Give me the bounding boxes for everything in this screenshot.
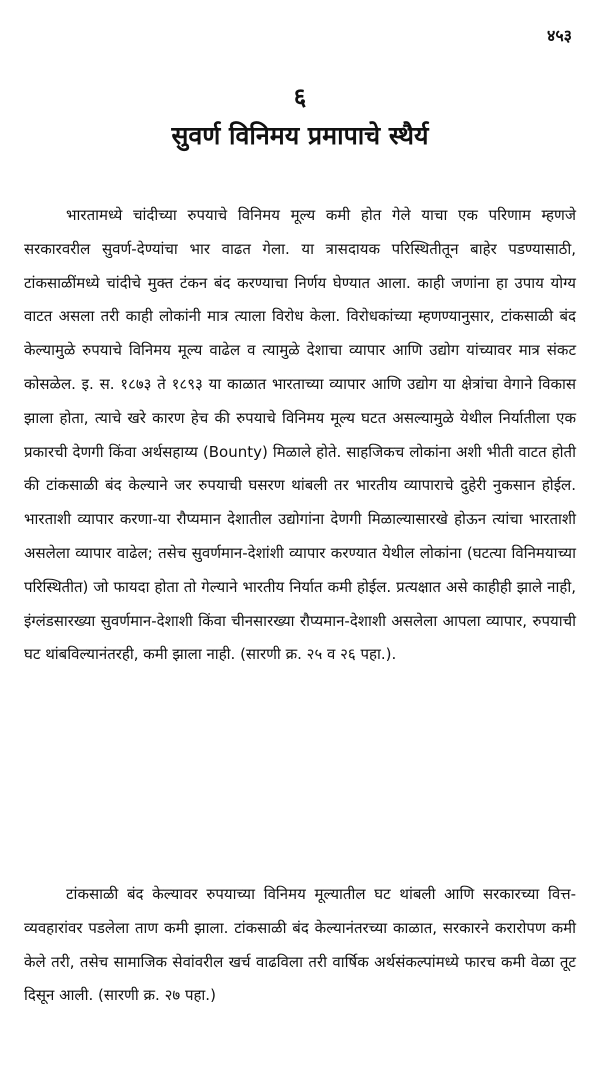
page-number: ४५३: [547, 26, 572, 45]
body-paragraph-2: टांकसाळी बंद केल्यावर रुपयाच्या विनिमय मूल्यातील घट थांबली आणि सरकारच्या वित्त-व्यवहारांवर पडलेला ताण कमी झाला. टांकसाळी बंद केल्यानंतरच्या काळात, सरकारने करारोपण कमी केले तरी, तसेच सामाजिक सेवांवरील खर्च वाढविला तरी वार्षिक अर्थसंकल्पांमध्ये फारच कमी वेळा तूट दिसून आली. (सारणी क्र. २७ पहा.): [24, 885, 576, 1005]
body-paragraph-1: भारतामध्ये चांदीच्या रुपयाचे विनिमय मूल्य कमी होत गेले याचा एक परिणाम म्हणजे सरकारवरील सुवर्ण-देण्यांचा भार वाढत गेला. या त्रासदायक परिस्थितीतून बाहेर पडण्यासाठी, टांकसाळींमध्ये चांदीचे मुक्त टंकन बंद करण्याचा निर्णय घेण्यात आला. काही जणांना हा उपाय योग्य वाटत असला तरी काही लोकांनी मात्र त्याला विरोध केला. विरोधकांच्या म्हणण्यानुसार, टांकसाळी बंद केल्यामुळे रुपयाचे विनिमय मूल्य वाढेल व त्यामुळे देशाचा व्यापार आणि उद्योग यांच्यावर मात्र संकट कोसळेल. इ. स. १८७३ ते १८९३ या काळात भारताच्या व्यापार आणि उद्योग या क्षेत्रांचा वेगाने विकास झाला होता, त्याचे खरे कारण हेच की रुपयाचे विनिमय मूल्य घटत असल्यामुळे येथील निर्यातीला एक प्रकारची देणगी किंवा अर्थसहाय्य (Bounty) मिळाले होते. साहजिकच लोकांना अशी भीती वाटत होती की टांकसाळी बंद केल्याने जर रुपयाची घसरण थांबली तर भारतीय व्यापाराचे दुहेरी नुकसान होईल. भारताशी व्यापार करणा-या रौप्यमान देशातील उद्योगांना देणगी मिळाल्यासारखे होऊन त्यांचा भारताशी असलेला व्यापार वाढेल; तसेच सुवर्णमान-देशांशी व्यापार करण्यात येथील लोकांना (घटत्या विनिमयाच्या परिस्थितीत) जो फायदा होता तो गेल्याने भारतीय निर्यात कमी होईल. प्रत्यक्षात असे काहीही झाले नाही, इंग्लंडसारख्या सुवर्णमान-देशाशी किंवा चीनसारख्या रौप्यमान-देशाशी असलेला आपला व्यापार, रुपयाची घट थांबविल्यानंतरही, कमी झाला नाही. (सारणी क्र. २५ व २६ पहा.).: [24, 206, 576, 664]
chapter-number: ६: [293, 83, 307, 111]
chapter-title: सुवर्ण विनिमय प्रमापाचे स्थैर्य: [171, 121, 429, 150]
